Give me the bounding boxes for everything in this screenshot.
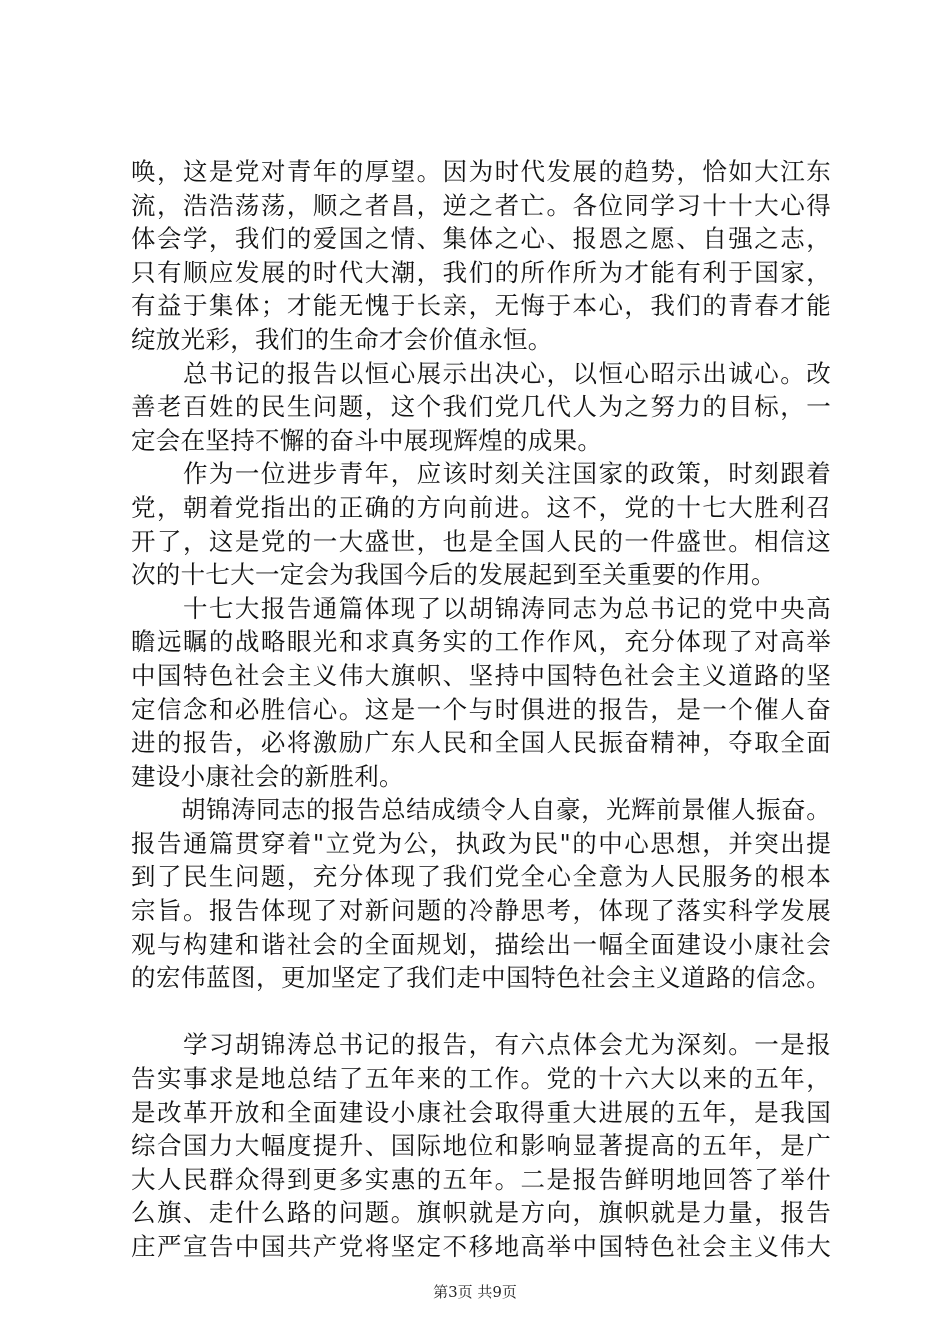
- paragraph-3: [131, 457, 831, 591]
- text-line: 定会在坚持不懈的奋斗中展现辉煌的成果。: [131, 425, 603, 455]
- text-line: 十七大报告通篇体现了以胡锦涛同志为总书记的党中央高: [131, 593, 831, 623]
- text-line: 胡锦涛同志的报告总结成绩令人自豪，光辉前景催人振奋。: [131, 795, 831, 825]
- paragraph-4: [131, 592, 831, 794]
- page-number-footer: 第3页 共9页: [433, 1283, 517, 1301]
- text-line: 到了民生问题，充分体现了我们党全心全意为人民服务的根本: [131, 862, 831, 892]
- paragraph-spacer: [131, 995, 831, 1029]
- text-line: 流，浩浩荡荡，顺之者昌，逆之者亡。各位同学习十十大心得: [131, 190, 831, 220]
- paragraph-2: [131, 357, 831, 458]
- paragraph-6: [131, 1028, 831, 1263]
- text-line: 宗旨。报告体现了对新问题的冷静思考，体现了落实科学发展: [131, 896, 831, 926]
- text-line: 是改革开放和全面建设小康社会取得重大进展的五年，是我国: [131, 1097, 831, 1127]
- paragraph-1: [131, 155, 831, 357]
- text-line: 建设小康社会的新胜利。: [131, 761, 404, 791]
- text-line: 进的报告，必将激励广东人民和全国人民振奋精神，夺取全面: [131, 728, 831, 758]
- text-line: 综合国力大幅度提升、国际地位和影响显著提高的五年，是广: [131, 1131, 831, 1161]
- text-line: 告实事求是地总结了五年来的工作。党的十六大以来的五年，: [131, 1064, 831, 1094]
- text-line: 么旗、走什么路的问题。旗帜就是方向，旗帜就是力量，报告: [131, 1198, 831, 1228]
- text-line: 报告通篇贯穿着"立党为公，执政为民"的中心思想，并突出提: [131, 828, 831, 858]
- text-line: 绽放光彩，我们的生命才会价值永恒。: [131, 324, 553, 354]
- document-body: [131, 155, 831, 1264]
- text-line: 只有顺应发展的时代大潮，我们的所作所为才能有利于国家，: [131, 257, 831, 287]
- paragraph-5: [131, 793, 831, 995]
- text-line: 总书记的报告以恒心展示出决心，以恒心昭示出诚心。改: [131, 358, 831, 388]
- text-line: 有益于集体；才能无愧于长亲，无悔于本心，我们的青春才能: [131, 291, 831, 321]
- text-line: 学习胡锦涛总书记的报告，有六点体会尤为深刻。一是报: [131, 1030, 831, 1060]
- text-line: 大人民群众得到更多实惠的五年。二是报告鲜明地回答了举什: [131, 1164, 831, 1194]
- text-line: 作为一位进步青年，应该时刻关注国家的政策，时刻跟着: [131, 459, 831, 489]
- text-line: 瞻远瞩的战略眼光和求真务实的工作作风，充分体现了对高举: [131, 627, 831, 657]
- text-line: 观与构建和谐社会的全面规划，描绘出一幅全面建设小康社会: [131, 929, 831, 959]
- text-line: 的宏伟蓝图，更加坚定了我们走中国特色社会主义道路的信念。: [131, 963, 831, 993]
- text-line: 善老百姓的民生问题，这个我们党几代人为之努力的目标，一: [131, 392, 831, 422]
- text-line: 开了，这是党的一大盛世，也是全国人民的一件盛世。相信这: [131, 526, 831, 556]
- text-line: 庄严宣告中国共产党将坚定不移地高举中国特色社会主义伟大: [131, 1232, 831, 1261]
- text-line: 体会学，我们的爱国之情、集体之心、报恩之愿、自强之志，: [131, 224, 831, 254]
- text-line: 次的十七大一定会为我国今后的发展起到至关重要的作用。: [131, 560, 776, 590]
- text-line: 唤，这是党对青年的厚望。因为时代发展的趋势，恰如大江东: [131, 157, 831, 186]
- text-line: 中国特色社会主义伟大旗帜、坚持中国特色社会主义道路的坚: [131, 660, 831, 690]
- text-line: 定信念和必胜信心。这是一个与时俱进的报告，是一个催人奋: [131, 694, 831, 724]
- text-line: 党，朝着党指出的正确的方向前进。这不，党的十七大胜利召: [131, 492, 831, 522]
